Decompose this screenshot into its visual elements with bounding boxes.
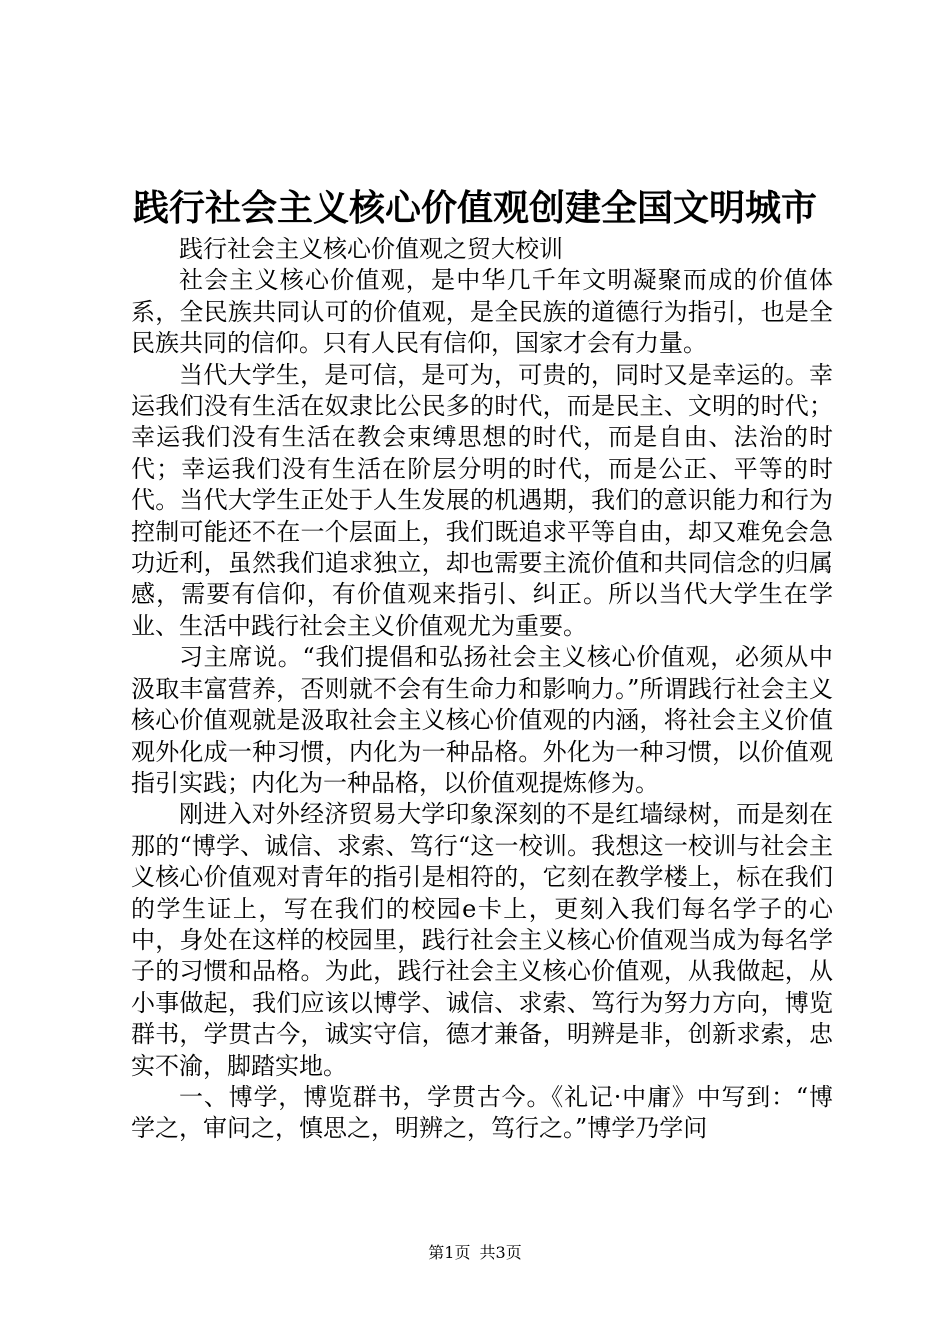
body-paragraph: 当代大学生，是可信，是可为，可贵的，同时又是幸运的。幸运我们没有生活在奴隶比公民多的时代，而是民主、文明的时代；幸运我们没有生活在教会束缚思想的时代，而是自由、法治的时代；幸运我们没有生活在阶层分明的时代，而是公正、平等的时代。当代大学生正处于人生发展的机遇期，我们的意识能力和行为控制可能还不在一个层面上，我们既追求平等自由，却又难免会急功近利，虽然我们追求独立，却也需要主流价值和共同信念的归属感，需要有信仰，有价值观来指引、纠正。所以当代大学生在学业、生活中践行社会主义价值观尤为重要。 bbox=[131, 360, 833, 640]
total-pages: 共3页 bbox=[479, 1243, 522, 1262]
body-paragraph: 社会主义核心价值观，是中华几千年文明凝聚而成的价值体系，全民族共同认可的价值观，是全民族的道德行为指引，也是全民族共同的信仰。只有人民有信仰，国家才会有力量。 bbox=[131, 266, 833, 358]
document-body bbox=[131, 234, 833, 1145]
page-footer bbox=[0, 1242, 950, 1264]
body-paragraph: 刚进入对外经济贸易大学印象深刻的不是红墙绿树，而是刻在那的“博学、诚信、求索、笃行“这一校训。我想这一校训与社会主义核心价值观对青年的指引是相符的，它刻在教学楼上，标在我们的学生证上，写在我们的校园e卡上，更刻入我们每名学子的心中，身处在这样的校园里，践行社会主义核心价值观当成为每名学子的习惯和品格。为此，践行社会主义核心价值观，从我做起，从小事做起，我们应该以博学、诚信、求索、笃行为努力方向，博览群书，学贯古今，诚实守信，德才兼备，明辨是非，创新求索，忠实不渝，脚踏实地。 bbox=[131, 800, 833, 1080]
body-paragraph: 一、博学，博览群书，学贯古今。《礼记·中庸》中写到：“博学之，审问之，慎思之，明辨之，笃行之。”博学乃学问 bbox=[131, 1082, 833, 1143]
body-paragraph: 习主席说。“我们提倡和弘扬社会主义核心价值观，必须从中汲取丰富营养，否则就不会有生命力和影响力。”所谓践行社会主义核心价值观就是汲取社会主义核心价值观的内涵，将社会主义价值观外化成一种习惯，内化为一种品格。外化为一种习惯，以价值观指引实践；内化为一种品格，以价值观提炼修为。 bbox=[131, 643, 833, 797]
document-title: 践行社会主义核心价值观创建全国文明城市 bbox=[132, 187, 817, 229]
subtitle-paragraph: 践行社会主义核心价值观之贸大校训 bbox=[179, 235, 563, 263]
page-number: 第1页 bbox=[428, 1243, 471, 1262]
